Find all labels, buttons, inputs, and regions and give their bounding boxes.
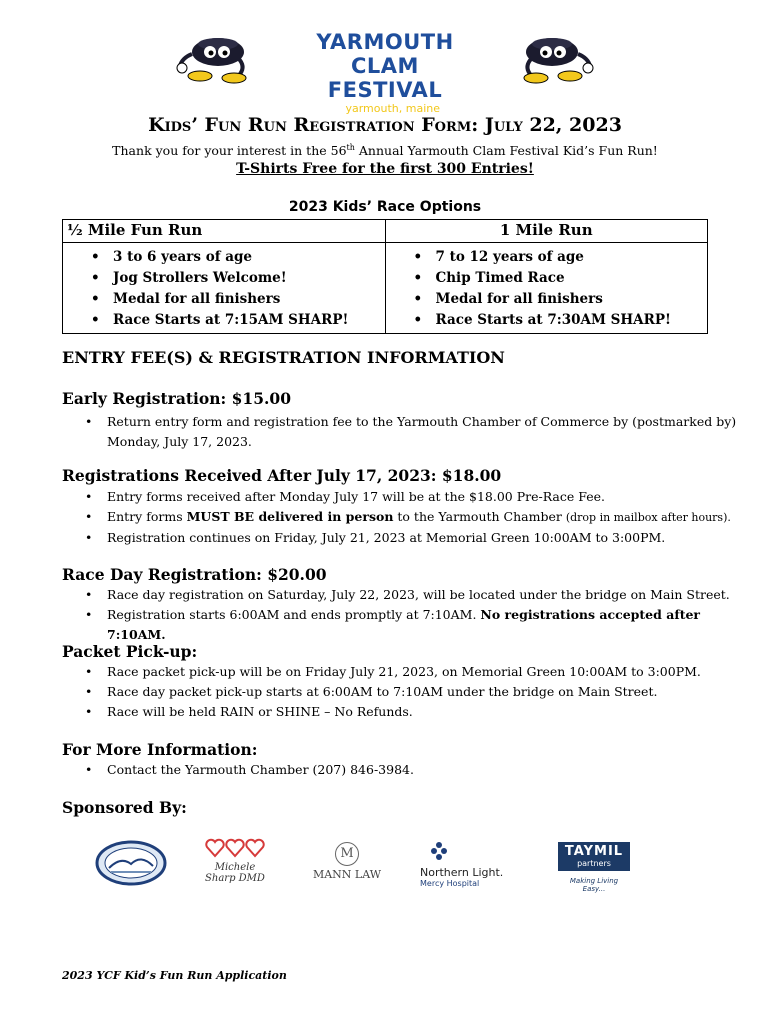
list-item: • Contact the Yarmouth Chamber (207) 846-3984.	[107, 760, 757, 780]
list-item: • Return entry form and registration fee to the Yarmouth Chamber of Commerce by (postmarked by) Monday, July 17, 2023.	[107, 412, 757, 452]
mercy-hospital-name: Mercy Hospital	[420, 879, 480, 888]
clam-mascot-right-icon	[512, 30, 596, 86]
mann-law-emblem-icon: M	[335, 842, 359, 866]
list-item: • 3 to 6 years of age	[113, 247, 385, 268]
list-item: • Medal for all finishers	[436, 289, 708, 310]
taymil-partners: partners	[577, 859, 611, 868]
northern-light-pinecone-icon	[428, 840, 450, 862]
list-item: • Entry forms MUST BE delivered in person to the Yarmouth Chamber (drop in mailbox after hours).	[107, 507, 757, 528]
clam-festival-logo	[300, 30, 470, 116]
list-item: • Race day packet pick-up starts at 6:00AM to 7:10AM under the bridge on Main Street.	[107, 682, 757, 702]
sponsor-mann-law	[312, 842, 382, 881]
race-day-heading: Race Day Registration: $20.00	[62, 565, 327, 584]
early-registration-list	[62, 412, 757, 452]
list-item: • Entry forms received after Monday July 17 will be at the $18.00 Pre-Race Fee.	[107, 487, 757, 507]
taymil-tagline: Making Living Easy...	[569, 877, 619, 893]
list-item: • Race will be held RAIN or SHINE – No Refunds.	[107, 702, 757, 722]
early-registration-heading: Early Registration: $15.00	[62, 389, 291, 408]
sponsor-northern-light	[420, 840, 510, 888]
sponsor-seal-logo-icon	[95, 840, 167, 886]
list-item: • Race Starts at 7:30AM SHARP!	[436, 310, 708, 331]
taymil-name: TAYMIL	[564, 844, 624, 859]
logo-line-clam-festival: CLAM FESTIVAL	[327, 54, 443, 102]
list-item: • Race Starts at 7:15AM SHARP!	[113, 310, 385, 331]
michele-sharp-name: Michele Sharp DMD	[205, 862, 265, 884]
one-mile-details	[385, 243, 708, 334]
list-item: • Chip Timed Race	[436, 268, 708, 289]
footer-text: 2023 YCF Kid’s Fun Run Application	[62, 969, 287, 982]
tshirts-note: T-Shirts Free for the first 300 Entries!	[236, 161, 534, 177]
list-item: • Medal for all finishers	[113, 289, 385, 310]
half-mile-heading: ½ Mile Fun Run	[63, 220, 386, 243]
thank-you-note: Thank you for your interest in the 56th Annual Yarmouth Clam Festival Kid’s Fun Run!	[112, 143, 658, 159]
logo-line-location: yarmouth, maine	[345, 102, 440, 115]
sponsors-heading: Sponsored By:	[62, 798, 187, 817]
race-day-list	[62, 585, 757, 645]
list-item: • Jog Strollers Welcome!	[113, 268, 385, 289]
list-item: • Race packet pick-up will be on Friday July 21, 2023, on Memorial Green 10:00AM to 3:00PM.	[107, 662, 757, 682]
form-title: Kids’ Fun Run Registration Form: July 22, 2023	[148, 114, 622, 136]
one-mile-heading: 1 Mile Run	[385, 220, 708, 243]
after-registration-heading: Registrations Received After July 17, 2023: $18.00	[62, 466, 502, 485]
entry-fee-heading: ENTRY FEE(S) & REGISTRATION INFORMATION	[62, 348, 505, 367]
list-item: • Registration starts 6:00AM and ends promptly at 7:10AM. No registrations accepted after 7:10AM.	[107, 605, 757, 645]
packet-pickup-list	[62, 662, 757, 722]
race-options-title: 2023 Kids’ Race Options	[288, 199, 482, 215]
list-item: • Registration continues on Friday, July 21, 2023 at Memorial Green 10:00AM to 3:00PM.	[107, 528, 757, 548]
packet-pickup-heading: Packet Pick-up:	[62, 642, 198, 661]
more-info-heading: For More Information:	[62, 740, 258, 759]
sponsor-michele-sharp	[200, 838, 270, 884]
hearts-icon	[205, 838, 265, 858]
mann-law-name: MANN LAW	[312, 868, 382, 881]
logo-line-yarmouth: YARMOUTH	[316, 30, 454, 54]
sponsor-taymil	[558, 842, 630, 893]
clam-mascot-left-icon	[174, 30, 258, 86]
more-info-list	[62, 760, 757, 780]
northern-light-name: Northern Light.	[420, 866, 504, 879]
after-registration-list	[62, 487, 757, 548]
list-item: • Race day registration on Saturday, July 22, 2023, will be located under the bridge on Main Street.	[107, 585, 757, 605]
list-item: • 7 to 12 years of age	[436, 247, 708, 268]
race-options-table	[62, 219, 708, 334]
half-mile-details	[63, 243, 386, 334]
taymil-badge	[558, 842, 630, 871]
